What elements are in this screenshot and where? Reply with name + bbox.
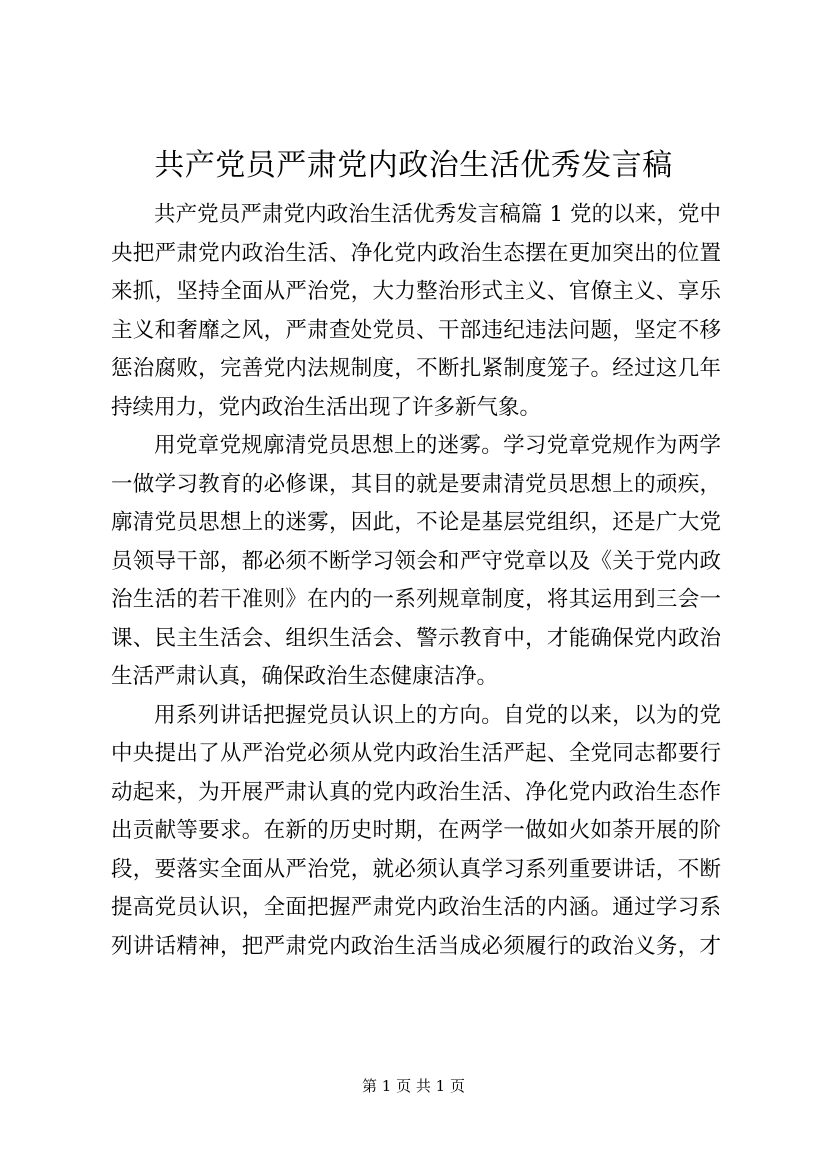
text-line: 列讲话精神，把严肃党内政治生活当成必须履行的政治义务，才: [111, 933, 721, 959]
page-number-footer: 第 1 页 共 1 页: [362, 1077, 465, 1095]
text-line: 惩治腐败，完善党内法规制度，不断扎紧制度笼子。经过这几年: [111, 356, 721, 381]
text-line: 动起来，为开展严肃认真的党内政治生活、净化党内政治生态作: [111, 779, 721, 805]
text-line: 廓清党员思想上的迷雾，因此，不论是基层党组织，还是广大党: [111, 510, 721, 535]
text-line: 中央提出了从严治党必须从党内政治生活严起、全党同志都要行: [111, 741, 721, 766]
text-line: 治生活的若干准则》在内的一系列规章制度，将其运用到三会一: [111, 587, 721, 612]
text-line: 主义和奢靡之风，严肃查处党员、干部违纪违法问题，坚定不移: [111, 317, 721, 343]
text-line: 出贡献等要求。在新的历史时期，在两学一做如火如荼开展的阶: [111, 818, 721, 843]
document-body: [111, 196, 721, 966]
text-line: 持续用力，党内政治生活出现了许多新气象。: [111, 394, 542, 420]
text-line: 用系列讲话把握党员认识上的方向。自党的以来，以为的党: [154, 702, 721, 728]
paragraph-3: [111, 697, 721, 967]
text-line: 员领导干部，都必须不断学习领会和严守党章以及《关于党内政: [111, 548, 721, 574]
document-title: 共产党员严肃党内政治生活优秀发言稿: [154, 148, 673, 183]
text-line: 央把严肃党内政治生活、净化党内政治生态摆在更加突出的位置: [111, 240, 721, 266]
paragraph-2: [111, 427, 721, 697]
text-line: 一做学习教育的必修课，其目的就是要肃清党员思想上的顽疾，: [111, 471, 721, 497]
text-line: 共产党员严肃党内政治生活优秀发言稿篇 1 党的以来，党中: [154, 202, 721, 227]
paragraph-1: [111, 196, 721, 427]
text-line: 用党章党规廓清党员思想上的迷雾。学习党章党规作为两学: [154, 433, 721, 458]
text-line: 提高党员认识，全面把握严肃党内政治生活的内涵。通过学习系: [111, 895, 721, 920]
text-line: 生活严肃认真，确保政治生态健康洁净。: [111, 664, 499, 689]
text-line: 段，要落实全面从严治党，就必须认真学习系列重要讲话，不断: [111, 856, 721, 882]
text-line: 课、民主生活会、组织生活会、警示教育中，才能确保党内政治: [111, 625, 721, 651]
text-line: 来抓，坚持全面从严治党，大力整治形式主义、官僚主义、享乐: [111, 279, 721, 304]
